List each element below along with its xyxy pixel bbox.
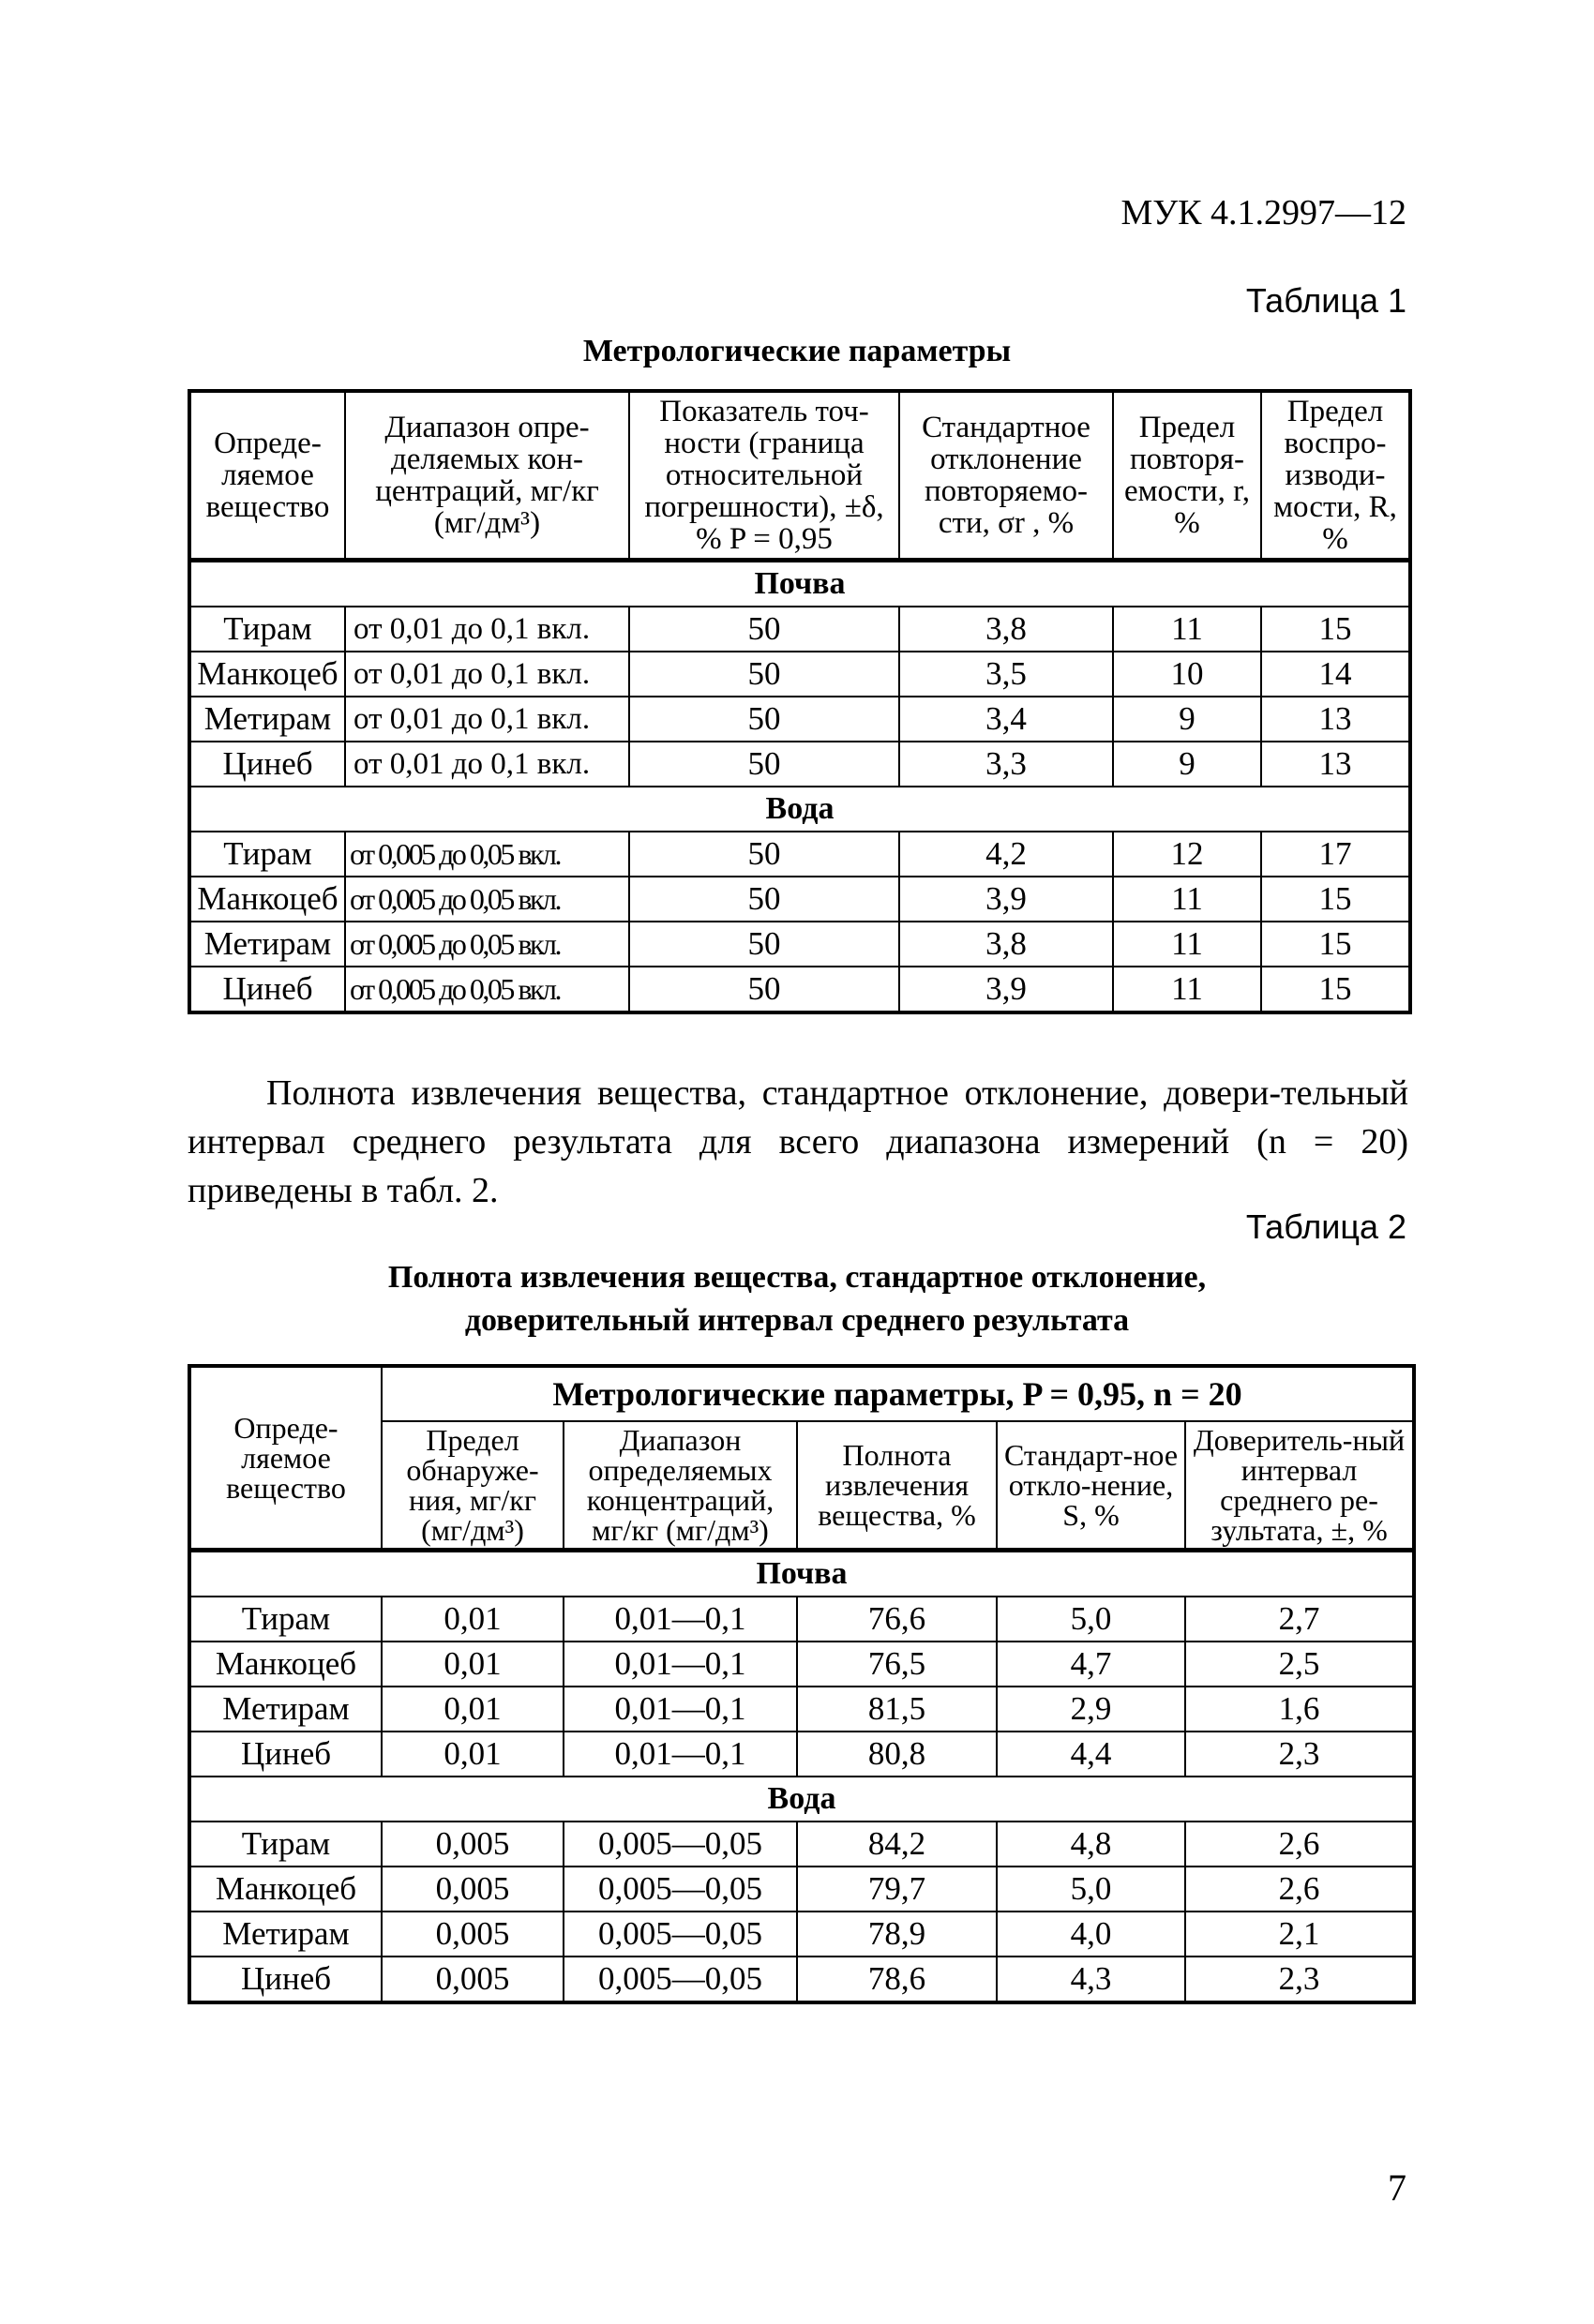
value-cell: 0,005 xyxy=(382,1867,564,1912)
value-cell: 50 xyxy=(629,742,899,787)
value-cell: 13 xyxy=(1261,697,1410,742)
table2-title-line: доверительный интервал среднего результата xyxy=(464,1303,1130,1338)
table-row xyxy=(189,1822,1414,1867)
table2-group-header: Метрологические параметры, P = 0,95, n = 20 xyxy=(382,1366,1414,1421)
table1-col-header: Опреде-ляемое вещество xyxy=(189,391,345,561)
value-cell: 3,8 xyxy=(899,922,1113,967)
table-row xyxy=(189,1642,1414,1687)
table2-title xyxy=(188,1256,1406,1342)
substance-cell: Метирам xyxy=(189,922,345,967)
substance-cell: Цинеб xyxy=(189,742,345,787)
value-cell: 0,01—0,1 xyxy=(564,1642,797,1687)
value-cell: 4,8 xyxy=(997,1822,1185,1867)
substance-cell: Цинеб xyxy=(189,1957,382,2002)
value-cell: 78,9 xyxy=(797,1912,997,1957)
table1-col-header: Предел повторя-емости, r, % xyxy=(1113,391,1261,561)
table2-title-line: Полнота извлечения вещества, стандартное отклонение, xyxy=(387,1260,1207,1295)
value-cell: 0,005 xyxy=(382,1957,564,2002)
value-cell: 5,0 xyxy=(997,1867,1185,1912)
table-row xyxy=(189,877,1410,922)
table-row xyxy=(189,922,1410,967)
value-cell: 0,005 xyxy=(382,1912,564,1957)
value-cell: 9 xyxy=(1113,742,1261,787)
table2-col-header: Стандарт-ное откло-нение, S, % xyxy=(997,1421,1185,1551)
table-row xyxy=(189,652,1410,697)
value-cell: 9 xyxy=(1113,697,1261,742)
paragraph-text: Полнота извлечения вещества, стандартное отклонение, довери-тельный интервал среднего результата для всего диапазона измерений (n = 20) приведены в табл. 2. xyxy=(188,1073,1408,1210)
table1-header-row xyxy=(189,391,1410,561)
table1-section-row xyxy=(189,561,1410,607)
table-row xyxy=(189,1732,1414,1777)
substance-cell: Тирам xyxy=(189,607,345,652)
value-cell: 0,01—0,1 xyxy=(564,1687,797,1732)
table2-section-row xyxy=(189,1551,1414,1597)
value-cell: 1,6 xyxy=(1185,1687,1414,1732)
value-cell: 0,01 xyxy=(382,1687,564,1732)
value-cell: 4,4 xyxy=(997,1732,1185,1777)
substance-cell: Метирам xyxy=(189,1687,382,1732)
value-cell: 11 xyxy=(1113,922,1261,967)
value-cell: 4,3 xyxy=(997,1957,1185,2002)
value-cell: 50 xyxy=(629,652,899,697)
value-cell: 3,9 xyxy=(899,967,1113,1012)
range-cell: от 0,005 до 0,05 вкл. xyxy=(345,877,629,922)
value-cell: 4,7 xyxy=(997,1642,1185,1687)
value-cell: 76,5 xyxy=(797,1642,997,1687)
section-title: Вода xyxy=(189,1777,1414,1822)
range-cell: от 0,005 до 0,05 вкл. xyxy=(345,967,629,1012)
table2-col-header: Предел обнаруже-ния, мг/кг (мг/дм³) xyxy=(382,1421,564,1551)
substance-cell: Цинеб xyxy=(189,1732,382,1777)
table1-title: Метрологические параметры xyxy=(582,334,1012,368)
table-row xyxy=(189,1597,1414,1642)
range-cell: от 0,01 до 0,1 вкл. xyxy=(345,652,629,697)
value-cell: 2,5 xyxy=(1185,1642,1414,1687)
value-cell: 81,5 xyxy=(797,1687,997,1732)
value-cell: 11 xyxy=(1113,607,1261,652)
value-cell: 15 xyxy=(1261,877,1410,922)
table-row xyxy=(189,1957,1414,2002)
substance-cell: Манкоцеб xyxy=(189,1867,382,1912)
value-cell: 10 xyxy=(1113,652,1261,697)
value-cell: 50 xyxy=(629,832,899,877)
table2-col-header: Доверитель-ный интервал среднего ре-зультата, ±, % xyxy=(1185,1421,1414,1551)
value-cell: 13 xyxy=(1261,742,1410,787)
value-cell: 78,6 xyxy=(797,1957,997,2002)
range-cell: от 0,01 до 0,1 вкл. xyxy=(345,607,629,652)
section-title: Почва xyxy=(189,561,1410,607)
value-cell: 2,6 xyxy=(1185,1867,1414,1912)
value-cell: 11 xyxy=(1113,877,1261,922)
value-cell: 4,0 xyxy=(997,1912,1185,1957)
table1-label: Таблица 1 xyxy=(1245,281,1406,320)
range-cell: от 0,005 до 0,05 вкл. xyxy=(345,922,629,967)
value-cell: 4,2 xyxy=(899,832,1113,877)
page-number: 7 xyxy=(1388,2167,1406,2209)
substance-cell: Тирам xyxy=(189,1822,382,1867)
table1-col-header: Предел воспро-изводи-мости, R, % xyxy=(1261,391,1410,561)
value-cell: 50 xyxy=(629,877,899,922)
value-cell: 3,4 xyxy=(899,697,1113,742)
value-cell: 15 xyxy=(1261,922,1410,967)
value-cell: 0,01 xyxy=(382,1732,564,1777)
value-cell: 2,3 xyxy=(1185,1957,1414,2002)
substance-cell: Цинеб xyxy=(189,967,345,1012)
value-cell: 2,1 xyxy=(1185,1912,1414,1957)
value-cell: 3,5 xyxy=(899,652,1113,697)
value-cell: 2,7 xyxy=(1185,1597,1414,1642)
table-row xyxy=(189,742,1410,787)
table2-header-row xyxy=(189,1366,1414,1421)
table-row xyxy=(189,697,1410,742)
substance-cell: Метирам xyxy=(189,1912,382,1957)
value-cell: 12 xyxy=(1113,832,1261,877)
range-cell: от 0,01 до 0,1 вкл. xyxy=(345,697,629,742)
value-cell: 80,8 xyxy=(797,1732,997,1777)
value-cell: 84,2 xyxy=(797,1822,997,1867)
value-cell: 15 xyxy=(1261,967,1410,1012)
value-cell: 76,6 xyxy=(797,1597,997,1642)
substance-cell: Тирам xyxy=(189,1597,382,1642)
value-cell: 15 xyxy=(1261,607,1410,652)
section-title: Вода xyxy=(189,787,1410,832)
range-cell: от 0,01 до 0,1 вкл. xyxy=(345,742,629,787)
table2-section-row xyxy=(189,1777,1414,1822)
value-cell: 17 xyxy=(1261,832,1410,877)
value-cell: 0,005—0,05 xyxy=(564,1957,797,2002)
table-row xyxy=(189,1687,1414,1732)
value-cell: 50 xyxy=(629,607,899,652)
value-cell: 0,01—0,1 xyxy=(564,1597,797,1642)
table-row xyxy=(189,967,1410,1012)
table2-col-header: Полнота извлечения вещества, % xyxy=(797,1421,997,1551)
value-cell: 3,3 xyxy=(899,742,1113,787)
table1-col-header: Диапазон опре-деляемых кон-центраций, мг/кг (мг/дм³) xyxy=(345,391,629,561)
table-row xyxy=(189,1867,1414,1912)
value-cell: 50 xyxy=(629,697,899,742)
section-title: Почва xyxy=(189,1551,1414,1597)
substance-cell: Манкоцеб xyxy=(189,877,345,922)
value-cell: 0,01 xyxy=(382,1597,564,1642)
recovery-table xyxy=(188,1364,1416,2004)
value-cell: 50 xyxy=(629,967,899,1012)
value-cell: 14 xyxy=(1261,652,1410,697)
value-cell: 3,8 xyxy=(899,607,1113,652)
table-row xyxy=(189,1912,1414,1957)
value-cell: 0,005—0,05 xyxy=(564,1912,797,1957)
substance-cell: Метирам xyxy=(189,697,345,742)
table1-col-header: Показатель точ-ности (граница относительной погрешности), ±δ, % P = 0,95 xyxy=(629,391,899,561)
table2-col-header: Диапазон определяемых концентраций, мг/кг (мг/дм³) xyxy=(564,1421,797,1551)
value-cell: 0,005—0,05 xyxy=(564,1822,797,1867)
substance-cell: Манкоцеб xyxy=(189,652,345,697)
substance-cell: Тирам xyxy=(189,832,345,877)
value-cell: 0,01—0,1 xyxy=(564,1732,797,1777)
table1-section-row xyxy=(189,787,1410,832)
value-cell: 0,01 xyxy=(382,1642,564,1687)
range-cell: от 0,005 до 0,05 вкл. xyxy=(345,832,629,877)
value-cell: 50 xyxy=(629,922,899,967)
document-code: МУК 4.1.2997—12 xyxy=(1120,193,1406,232)
value-cell: 79,7 xyxy=(797,1867,997,1912)
body-paragraph xyxy=(188,1069,1408,1215)
table-row xyxy=(189,832,1410,877)
value-cell: 5,0 xyxy=(997,1597,1185,1642)
value-cell: 11 xyxy=(1113,967,1261,1012)
substance-cell: Манкоцеб xyxy=(189,1642,382,1687)
value-cell: 2,9 xyxy=(997,1687,1185,1732)
table-row xyxy=(189,607,1410,652)
value-cell: 2,3 xyxy=(1185,1732,1414,1777)
value-cell: 2,6 xyxy=(1185,1822,1414,1867)
metrology-table xyxy=(188,389,1412,1014)
value-cell: 3,9 xyxy=(899,877,1113,922)
table2-label: Таблица 2 xyxy=(1245,1207,1406,1246)
value-cell: 0,005—0,05 xyxy=(564,1867,797,1912)
value-cell: 0,005 xyxy=(382,1822,564,1867)
table2-col-header: Опреде-ляемое вещество xyxy=(189,1366,382,1551)
table1-col-header: Стандартное отклонение повторяемо-сти, σr , % xyxy=(899,391,1113,561)
